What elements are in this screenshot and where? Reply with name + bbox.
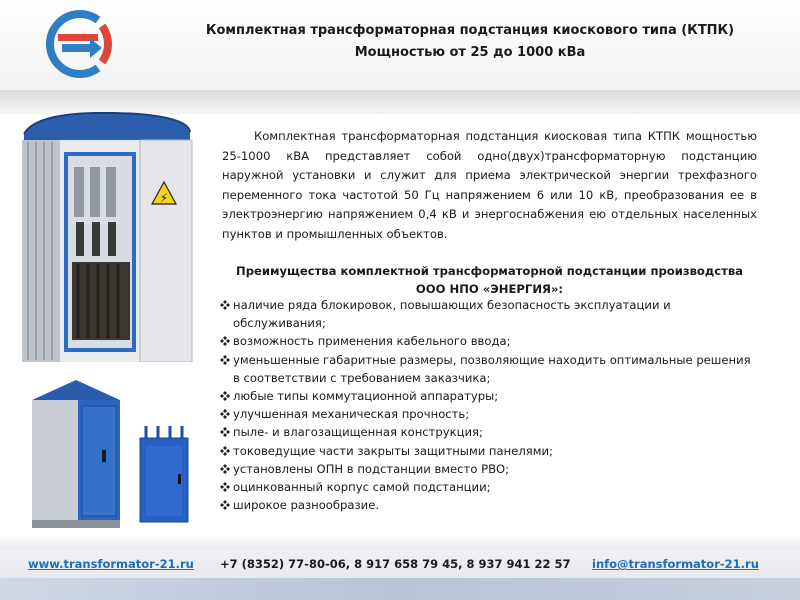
email-link[interactable]: info@transformator-21.ru [592, 557, 759, 571]
website-link[interactable]: www.transformator-21.ru [28, 557, 194, 571]
list-item-text: широкое разнообразие. [233, 498, 380, 513]
list-item [220, 332, 760, 350]
list-item [220, 423, 760, 441]
title-line-2: Мощностью от 25 до 1000 кВа [354, 45, 586, 60]
diamond-bullet-icon [220, 300, 230, 310]
list-item [220, 387, 760, 405]
advantages-title [222, 262, 757, 298]
company-logo-icon [40, 6, 116, 82]
list-item-text: улучшенная механическая прочность; [233, 407, 470, 422]
diamond-bullet-icon [220, 446, 230, 456]
substation-kiosk-photo [28, 380, 124, 530]
list-item [220, 496, 760, 514]
list-item-text: установлены ОПН в подстанции вместо РВО; [233, 461, 510, 476]
list-item [220, 296, 760, 332]
advantages-list [220, 296, 760, 514]
intro-paragraph: Комплектная трансформаторная подстанция киосковая типа КТПК мощностью 25-1000 кВА представляет собой одно(двух)трансформаторную подстанцию наружной установки и служит для приема электрической энергии трехфазного переменного тока частотой 50 Гц напряжением 6 или 10 кВ, преобразования ее в электроэнергию напряжением 0,4 кВ и энергоснабжения ею отдельных населенных пунктов и промышленных объектов. [222, 129, 757, 241]
advantages-title-line-2: ООО НПО «ЭНЕРГИЯ»: [415, 282, 564, 296]
diamond-bullet-icon [220, 482, 230, 492]
footer-divider-band [0, 535, 800, 549]
substation-open-photo [18, 112, 196, 362]
header-divider-band [0, 90, 800, 114]
list-item-text: уменьшенные габаритные размеры, позволяющие находить оптимальные решения в соответствии с требованием заказчика; [233, 352, 751, 385]
phone-numbers: +7 (8352) 77-80-06, 8 917 658 79 45, 8 937 941 22 57 [220, 557, 571, 571]
list-item [220, 478, 760, 496]
list-item-text: пыле- и влагозащищенная конструкция; [233, 425, 483, 440]
list-item-text: возможность применения кабельного ввода; [233, 334, 511, 349]
page-title [150, 20, 790, 64]
list-item [220, 442, 760, 460]
diamond-bullet-icon [220, 336, 230, 346]
list-item [220, 460, 760, 478]
header [0, 0, 800, 90]
diamond-bullet-icon [220, 409, 230, 419]
list-item-text: наличие ряда блокировок, повышающих безопасность эксплуатации и обслуживания; [233, 298, 671, 331]
diamond-bullet-icon [220, 500, 230, 510]
diamond-bullet-icon [220, 427, 230, 437]
svg-text:⚡: ⚡ [159, 191, 169, 205]
list-item-text: токоведущие части закрыты защитными панелями; [233, 443, 553, 458]
advantages-title-line-1: Преимущества комплектной трансформаторной подстанции производства [236, 264, 743, 278]
diamond-bullet-icon [220, 391, 230, 401]
diamond-bullet-icon [220, 464, 230, 474]
title-line-1: Комплектная трансформаторная подстанция киоскового типа (КТПК) [205, 23, 735, 38]
list-item-text: оцинкованный корпус самой подстанции; [233, 480, 491, 495]
footer-strip [0, 578, 800, 600]
list-item [220, 405, 760, 423]
list-item [220, 351, 760, 387]
substation-panel-photo [138, 426, 190, 524]
diamond-bullet-icon [220, 355, 230, 365]
list-item-text: любые типы коммутационной аппаратуры; [233, 389, 499, 404]
